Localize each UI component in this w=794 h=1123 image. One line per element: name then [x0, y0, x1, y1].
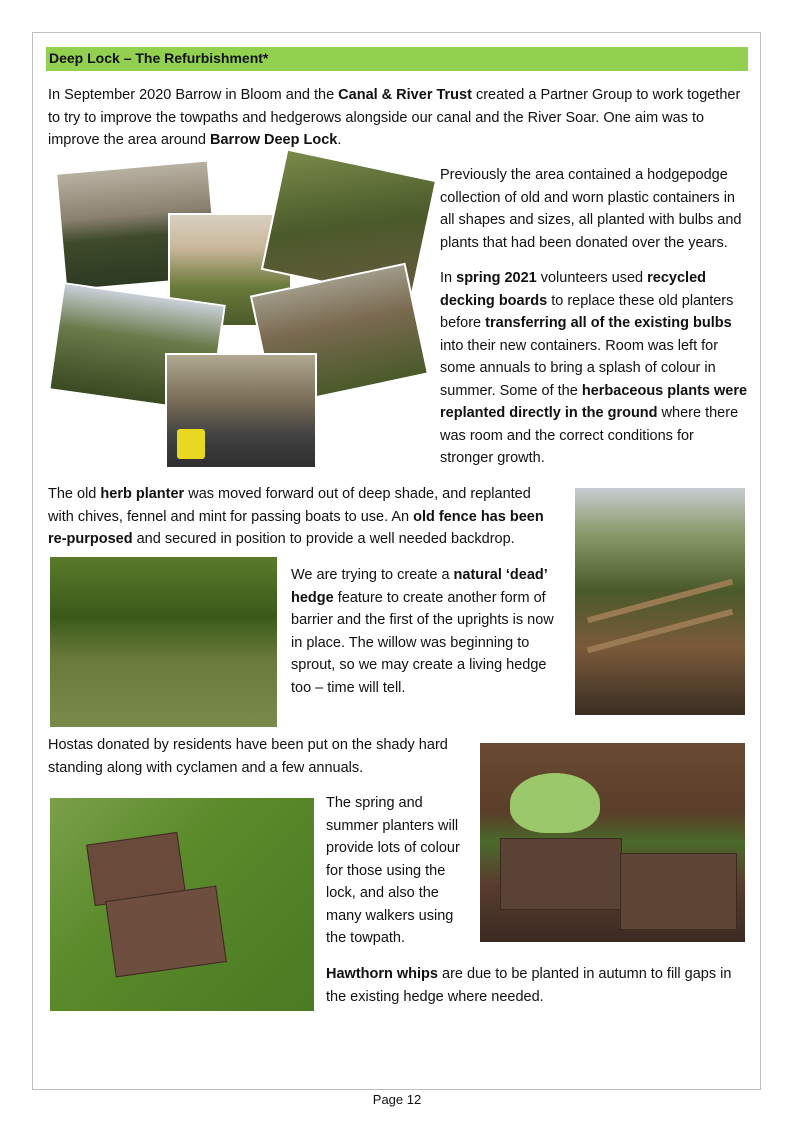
planter-box [105, 886, 227, 978]
page-number: Page 12 [372, 1092, 422, 1107]
planter-box [500, 838, 622, 910]
photo-collage [50, 158, 430, 468]
section-heading: Deep Lock – The Refurbishment* [49, 50, 269, 66]
hawthorn-paragraph: Hawthorn whips are due to be planted in autumn to fill gaps in the existing hedge where needed. [326, 966, 732, 1005]
photo-fence-planter [575, 488, 745, 715]
hedge-paragraph: We are trying to create a natural ‘dead’ hedge feature to create another form of barrier and the first of the uprights is now in place. The willow was beginning to sprout, so we may create a living hedge too – time will tell. [291, 567, 554, 696]
yellow-tub [177, 429, 205, 459]
photo-hosta-planters [480, 743, 745, 942]
hostas-paragraph: Hostas donated by residents have been put on the shady hard standing along with cyclamen and a few annuals. [48, 737, 448, 776]
herb-paragraph: The old herb planter was moved forward out of deep shade, and replanted with chives, fennel and mint for passing boats to use. An old fence has been re-purposed and secured in position to provide a well needed backdrop. [48, 486, 544, 547]
photo-spring-planters [50, 798, 314, 1011]
hosta-leaves [510, 773, 600, 833]
section-heading-bar [46, 47, 748, 71]
photo-dead-hedge [50, 557, 277, 727]
planter-box [620, 853, 737, 930]
intro-paragraph: In September 2020 Barrow in Bloom and the Canal & River Trust created a Partner Group to work together to try to improve the towpaths and hedgerows alongside our canal and the River Soar. One aim was to improve the area around Barrow Deep Lock. [48, 87, 741, 148]
previously-paragraph: Previously the area contained a hodgepodge collection of old and worn plastic containers in all shapes and sizes, all planted with bulbs and plants that had been donated over the years. [440, 167, 742, 251]
collage-photo-yellow-tubs [165, 353, 317, 469]
planters-paragraph: The spring and summer planters will provide lots of colour for those using the lock, and also the many walkers using the towpath. [326, 795, 460, 946]
spring-paragraph: In spring 2021 volunteers used recycled decking boards to replace these old planters before transferring all of the existing bulbs into their new containers. Room was left for some annuals to bring a splash of colour in summer. Some of the herbaceous plants were replanted directly in the ground where there was room and the correct conditions for stronger growth. [440, 270, 748, 466]
